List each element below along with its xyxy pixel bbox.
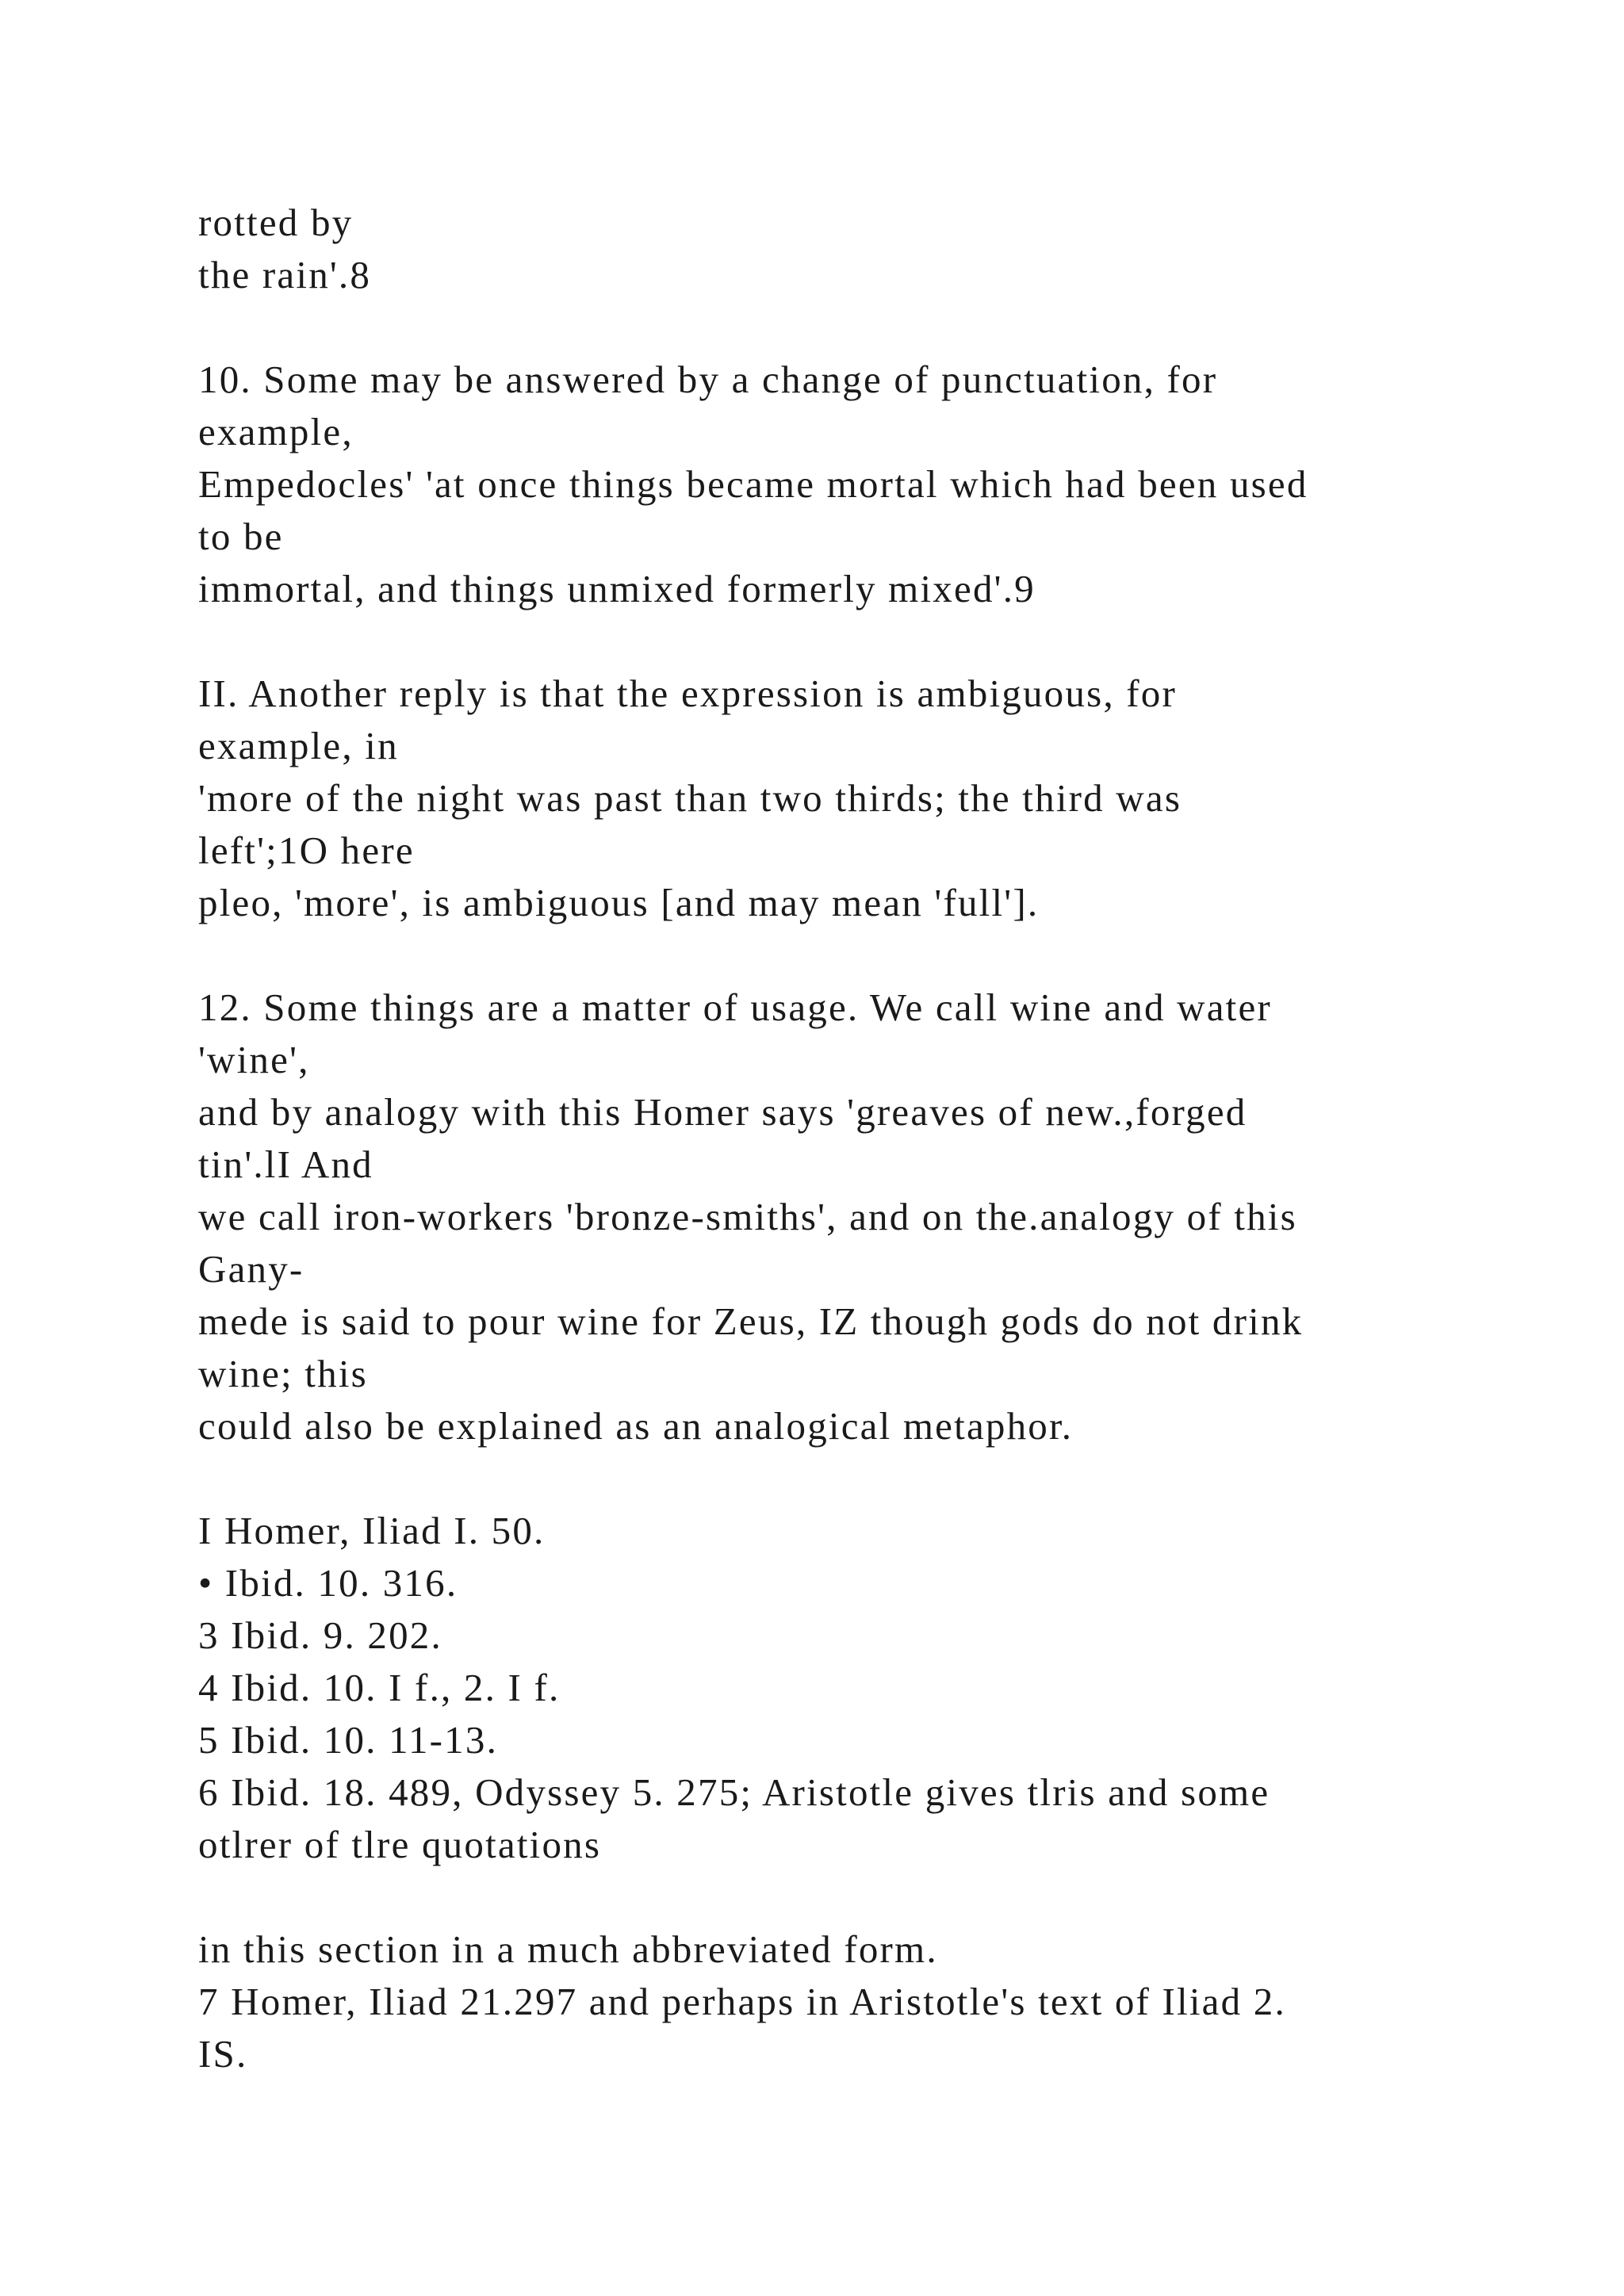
paragraph-gap: [198, 1871, 1530, 1923]
footnote-line: I Homer, Iliad I. 50.: [198, 1509, 546, 1552]
footnote-line: 5 Ibid. 10. 11-13.: [198, 1718, 499, 1762]
footnote-line: 6 Ibid. 18. 489, Odyssey 5. 275; Aristotle gives tlris and some: [198, 1770, 1270, 1814]
text-line: example,: [198, 410, 354, 453]
text-line: we call iron-workers 'bronze-smiths', and on the.analogy of this: [198, 1195, 1297, 1238]
text-line: 'more of the night was past than two thirds; the third was: [198, 776, 1182, 820]
footnote-line: 7 Homer, Iliad 21.297 and perhaps in Aristotle's text of Iliad 2.: [198, 1980, 1286, 2023]
paragraph-gap: [198, 1452, 1530, 1505]
paragraph-gap: [198, 615, 1530, 668]
paragraph-gap: [198, 301, 1530, 354]
text-line: mede is said to pour wine for Zeus, IZ though gods do not drink: [198, 1299, 1304, 1343]
text-line: to be: [198, 515, 284, 558]
paragraph-gap: [198, 929, 1530, 982]
footnote-line: otlrer of tlre quotations: [198, 1823, 602, 1866]
text-line: example, in: [198, 724, 399, 767]
text-line: 'wine',: [198, 1038, 310, 1081]
text-line: pleo, 'more', is ambiguous [and may mean 'full'].: [198, 881, 1040, 924]
text-line: II. Another reply is that the expression is ambiguous, for: [198, 672, 1177, 715]
text-line: wine; this: [198, 1352, 368, 1395]
footnote-line: in this section in a much abbreviated form.: [198, 1927, 938, 1971]
footnote-line: 3 Ibid. 9. 202.: [198, 1613, 442, 1657]
text-line: rotted by: [198, 201, 354, 244]
text-line: 10. Some may be answered by a change of punctuation, for: [198, 358, 1218, 401]
text-line: Empedocles' 'at once things became mortal which had been used: [198, 462, 1308, 506]
text-line: 12. Some things are a matter of usage. We call wine and water: [198, 985, 1272, 1029]
footnote-line: 4 Ibid. 10. I f., 2. I f.: [198, 1666, 561, 1709]
text-line: left';1O here: [198, 828, 415, 872]
document-text: [198, 197, 1530, 2080]
text-line: immortal, and things unmixed formerly mixed'.9: [198, 567, 1036, 610]
text-line: could also be explained as an analogical metaphor.: [198, 1404, 1074, 1448]
text-line: and by analogy with this Homer says 'greaves of new.,forged: [198, 1090, 1247, 1134]
footnote-line: • Ibid. 10. 316.: [198, 1561, 458, 1605]
footnote-line: IS.: [198, 2032, 248, 2076]
text-line: the rain'.8: [198, 253, 372, 297]
text-line: Gany-: [198, 1247, 304, 1291]
text-line: tin'.lI And: [198, 1142, 373, 1186]
